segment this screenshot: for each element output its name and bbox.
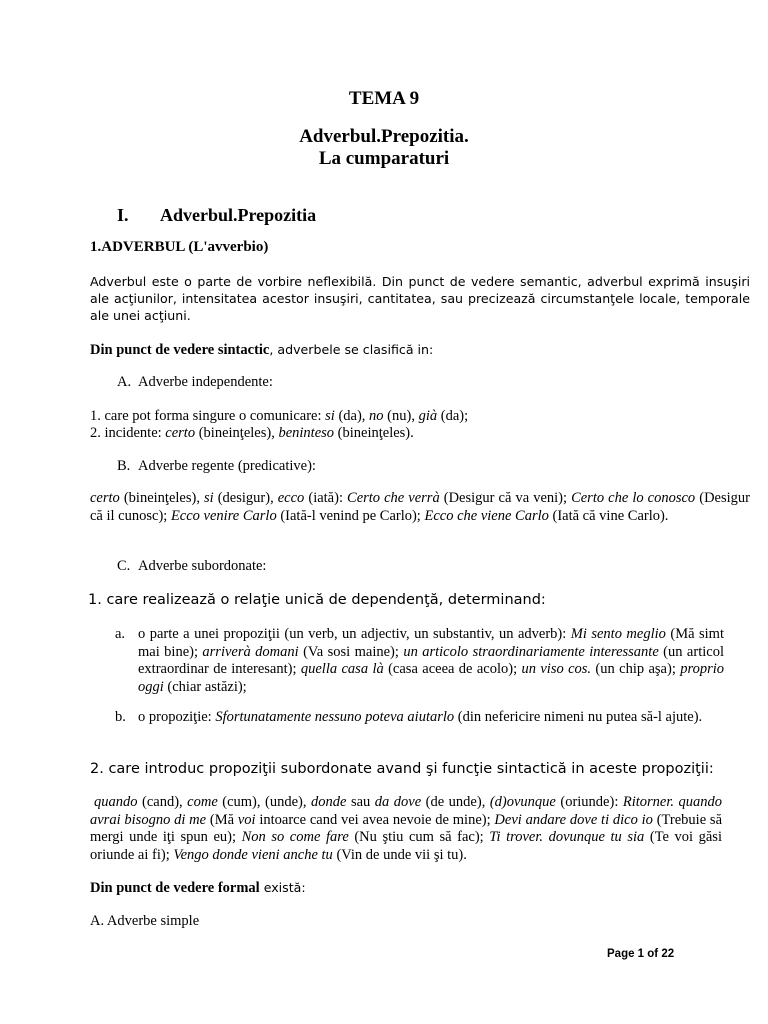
italic-term: da dove bbox=[374, 794, 422, 810]
text: (din nefericire nimeni nu putea să-l ajute). bbox=[454, 709, 703, 725]
list-c-title: Adverbe subordonate: bbox=[138, 558, 267, 574]
text: 1. care pot forma singure o comunicare: bbox=[90, 408, 326, 424]
section-title: Adverbul.Prepozitia bbox=[160, 205, 317, 225]
italic-term: Ritorner. quando avrai bisogno di me bbox=[90, 794, 723, 828]
c-a-label: a. bbox=[115, 626, 126, 642]
italic-term: Non so come fare bbox=[241, 829, 349, 845]
text: (Iată-l venind pe Carlo); bbox=[276, 507, 425, 524]
b-paragraph bbox=[90, 490, 750, 525]
list-a-label: A. bbox=[117, 374, 132, 390]
italic-term: Certo che verrà bbox=[347, 490, 440, 506]
page-number: Page 1 of 22 bbox=[607, 948, 675, 960]
c-b-paragraph bbox=[138, 709, 724, 727]
a-line-2 bbox=[90, 425, 414, 443]
text: (oriunde): bbox=[555, 794, 623, 810]
formal-lead: Din punct de vedere formal bbox=[90, 880, 260, 896]
text: (Mă bbox=[206, 811, 238, 828]
italic-term: voi bbox=[237, 811, 256, 828]
text: (da); bbox=[437, 408, 469, 424]
text: (Mă simt mai bine); bbox=[138, 626, 724, 660]
italic-term: Vengo donde vieni anche tu bbox=[173, 846, 333, 863]
italic-term: si bbox=[204, 490, 214, 506]
section-numeral: I. bbox=[117, 205, 129, 225]
text: (cand), bbox=[137, 794, 188, 810]
text: (nu), bbox=[383, 408, 419, 424]
italic-term: si bbox=[325, 408, 335, 424]
c-line-2: 2. care introduc propoziţii subordonate avand şi funcţie sintactică in aceste propoziţii: bbox=[90, 761, 714, 777]
text: (Vin de unde vii şi tu). bbox=[332, 846, 467, 863]
list-a-title: Adverbe independente: bbox=[138, 374, 273, 390]
italic-term: come bbox=[187, 794, 218, 810]
c-paragraph bbox=[90, 794, 722, 864]
text: (chiar astăzi); bbox=[163, 678, 247, 695]
italic-term: già bbox=[418, 408, 438, 424]
italic-term: donde bbox=[311, 794, 347, 810]
italic-term: certo bbox=[165, 425, 196, 441]
subtitle-line-2: La cumparaturi bbox=[318, 148, 450, 169]
italic-term: proprio oggi bbox=[138, 661, 724, 695]
text: (bineinţeles), bbox=[119, 490, 204, 506]
text: (un articol extraordinar de interesant); bbox=[138, 643, 724, 677]
italic-term: Devi andare dove ti dico io bbox=[494, 811, 653, 828]
italic-term: (d)ovunque bbox=[489, 794, 556, 810]
subheading-adverbul: 1.ADVERBUL (L'avverbio) bbox=[90, 239, 269, 255]
italic-term: un articolo straordinariamente interessante bbox=[403, 643, 659, 660]
text: (bineinţeles). bbox=[334, 425, 414, 441]
italic-term: no bbox=[369, 408, 384, 424]
c-b-label: b. bbox=[115, 709, 126, 725]
text: 2. incidente: bbox=[90, 425, 166, 441]
text: (Va sosi maine); bbox=[298, 643, 404, 660]
italic-term: Mi sento meglio bbox=[570, 626, 666, 642]
sintactic-rest: , adverbele se clasifică in: bbox=[269, 342, 434, 357]
text: (Te voi găsi oriunde ai fi); bbox=[90, 829, 722, 863]
text: (Desigur că il cunosc); bbox=[90, 490, 750, 524]
text: intoarce cand vei avea nevoie de mine); bbox=[255, 811, 495, 828]
italic-term: un viso cos. bbox=[521, 661, 592, 677]
italic-term: quella casa là bbox=[300, 661, 384, 677]
italic-term: quando bbox=[94, 794, 138, 810]
italic-term: Certo che lo conosco bbox=[571, 490, 696, 506]
italic-term: certo bbox=[90, 490, 120, 506]
text: o propoziţie: bbox=[138, 709, 216, 725]
text: o parte a unei propoziţii (un verb, un adjectiv, un substantiv, un adverb): bbox=[138, 626, 571, 642]
text: (iată): bbox=[304, 490, 348, 506]
tema-title: TEMA 9 bbox=[348, 88, 420, 109]
text: (Iată că vine Carlo). bbox=[548, 507, 669, 524]
italic-term: arriverà domani bbox=[202, 643, 299, 660]
list-b-label: B. bbox=[117, 458, 131, 474]
formal-line bbox=[90, 879, 306, 898]
text: (de unde), bbox=[421, 794, 490, 810]
text: (Nu ştiu cum să fac); bbox=[348, 829, 490, 845]
italic-term: Ecco venire Carlo bbox=[170, 507, 277, 524]
c-line-1: 1. care realizează o relaţie unică de dependenţă, determinand: bbox=[88, 592, 546, 608]
subtitle-line-1: Adverbul.Prepozitia. bbox=[299, 126, 469, 147]
italic-term: Ecco che viene Carlo bbox=[424, 507, 549, 524]
formal-rest: există: bbox=[259, 880, 306, 895]
text: (da), bbox=[334, 408, 370, 424]
text: (desigur), bbox=[213, 490, 278, 506]
a-line-1 bbox=[90, 408, 468, 426]
text: (Desigur că va veni); bbox=[439, 490, 572, 506]
list-b-title: Adverbe regente (predicative): bbox=[138, 458, 316, 474]
text: (un chip aşa); bbox=[591, 661, 681, 677]
italic-term: Sfortunatamente nessuno poteva aiutarlo bbox=[215, 709, 455, 725]
italic-term: beninteso bbox=[278, 425, 335, 441]
list-c-label: C. bbox=[117, 558, 131, 574]
text: (cum), (unde), bbox=[217, 794, 311, 810]
sintactic-line bbox=[90, 341, 433, 360]
intro-paragraph: Adverbul este o parte de vorbire neflexibilă. Din punct de vedere semantic, adverbul exprimă insuşiri ale acţiunilor, intensitatea acestor insuşiri, cantitatea, sau precizează circumstanţele locale, temporale ale unei acţiuni. bbox=[90, 274, 750, 323]
italic-term: ecco bbox=[277, 490, 305, 506]
text: (Trebuie să mergi unde iţi spun eu); bbox=[90, 811, 722, 845]
text: (casa aceea de acolo); bbox=[383, 661, 522, 677]
adverbe-simple-line: A. Adverbe simple bbox=[90, 913, 200, 929]
c-a-paragraph bbox=[138, 626, 724, 696]
sintactic-lead: Din punct de vedere sintactic bbox=[90, 342, 270, 358]
italic-term: Ti trover. dovunque tu sia bbox=[489, 829, 645, 845]
text: sau bbox=[346, 794, 375, 810]
text: (bineinţeles), bbox=[195, 425, 279, 441]
